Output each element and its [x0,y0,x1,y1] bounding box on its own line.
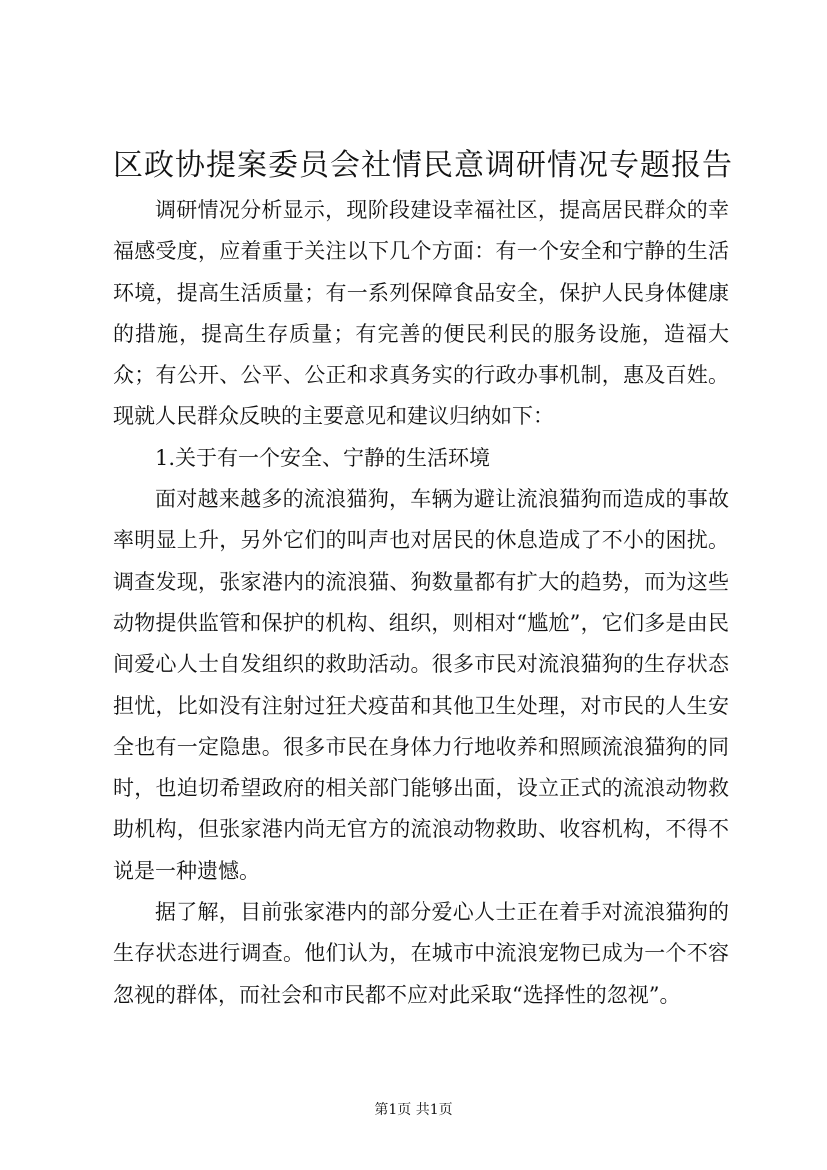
paragraph-intro: 调研情况分析显示，现阶段建设幸福社区，提高居民群众的幸福感受度，应着重于关注以下几个方面：有一个安全和宁静的生活环境，提高生活质量；有一系列保障食品安全，保护人民身体健康的措施，提高生存质量；有完善的便民利民的服务设施，造福大众；有公开、公平、公正和求真务实的行政办事机制，惠及百姓。现就人民群众反映的主要意见和建议归纳如下： [113,198,729,429]
document-body [113,190,729,1016]
document-title: 区政协提案委员会社情民意调研情况专题报告 [113,148,733,183]
page-number-footer: 第1页 共1页 [374,1102,453,1118]
paragraph-stray-animals: 面对越来越多的流浪猫狗，车辆为避让流浪猫狗而造成的事故率明显上升，另外它们的叫声也对居民的休息造成了不小的困扰。调查发现，张家港内的流浪猫、狗数量都有扩大的趋势，而为这些动物提供监管和保护的机构、组织，则相对“尴尬”，它们多是由民间爱心人士自发组织的救助活动。很多市民对流浪猫狗的生存状态担忧，比如没有注射过狂犬疫苗和其他卫生处理，对市民的人生安全也有一定隐患。很多市民在身体力行地收养和照顾流浪猫狗的同时，也迫切希望政府的相关部门能够出面，设立正式的流浪动物救助机构，但张家港内尚无官方的流浪动物救助、收容机构，不得不说是一种遗憾。 [113,487,729,883]
section-heading: 1.关于有一个安全、宁静的生活环境 [155,445,491,470]
paragraph-investigation: 据了解，目前张家港内的部分爱心人士正在着手对流浪猫狗的生存状态进行调查。他们认为，在城市中流浪宠物已成为一个不容忽视的群体，而社会和市民都不应对此采取“选择性的忽视”。 [113,900,729,1007]
